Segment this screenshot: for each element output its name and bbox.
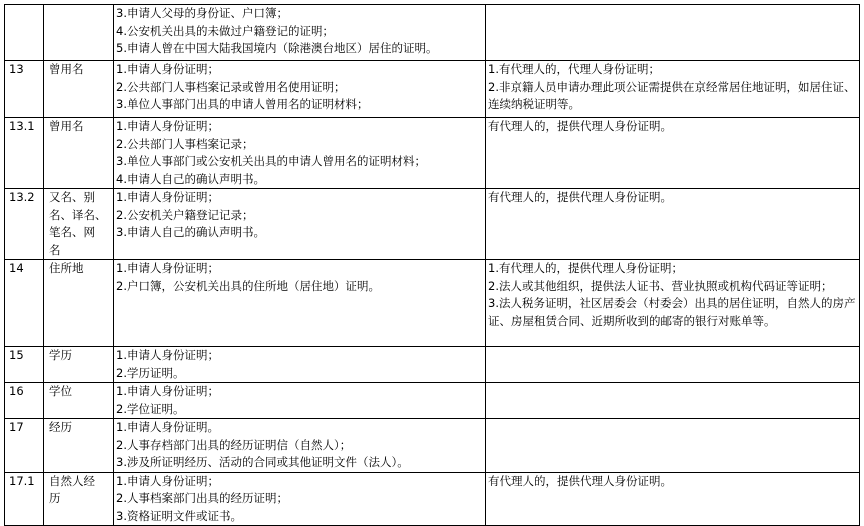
item-name-line: 住所地 bbox=[49, 261, 84, 275]
agent-requirements-cell bbox=[486, 5, 860, 61]
required-materials-line: 2.户口簿，公安机关出具的住所地（居住地）证明。 bbox=[116, 278, 380, 293]
required-materials-line: 1.申请人身份证明； bbox=[116, 190, 219, 204]
item-number-cell bbox=[5, 118, 44, 189]
required-materials-line: 1.申请人身份证明。 bbox=[116, 420, 219, 434]
item-name-line: 笔名、网 bbox=[49, 225, 95, 239]
item-name-cell bbox=[44, 383, 114, 419]
agent-requirements-line: 有代理人的，提供代理人身份证明。 bbox=[488, 473, 672, 488]
table-row bbox=[5, 472, 860, 526]
agent-requirements-line: 2.法人或其他组织，提供法人证书、营业执照或机构代码证等证明； bbox=[488, 278, 833, 293]
agent-requirements-cell bbox=[486, 118, 860, 189]
item-number-cell bbox=[5, 472, 44, 526]
item-name-line: 名、译名、 bbox=[49, 207, 107, 222]
item-name-cell bbox=[44, 189, 114, 260]
required-materials-line: 1.申请人身份证明； bbox=[116, 62, 219, 76]
item-number: 15 bbox=[9, 348, 24, 362]
item-name-line: 曾用名 bbox=[49, 62, 84, 76]
item-name-cell bbox=[44, 419, 114, 473]
item-number: 16 bbox=[9, 384, 24, 398]
item-name-line: 学历 bbox=[49, 348, 72, 362]
agent-requirements-cell bbox=[486, 189, 860, 260]
required-materials-cell bbox=[114, 5, 486, 61]
table-row bbox=[5, 61, 860, 118]
required-materials-cell bbox=[114, 347, 486, 383]
required-materials-line: 5.申请人曾在中国大陆我国境内（除港澳台地区）居住的证明。 bbox=[116, 41, 438, 55]
agent-requirements-line: 有代理人的，提供代理人身份证明。 bbox=[488, 119, 672, 133]
table-row bbox=[5, 383, 860, 419]
required-materials-cell bbox=[114, 472, 486, 526]
required-materials-cell bbox=[114, 419, 486, 473]
agent-requirements-line: 1.有代理人的，提供代理人身份证明； bbox=[488, 261, 683, 275]
item-number-cell bbox=[5, 419, 44, 473]
required-materials-line: 1.申请人身份证明； bbox=[116, 119, 219, 133]
required-materials-line: 2.公共部门人事档案记录或曾用名使用证明； bbox=[116, 79, 346, 94]
table-row bbox=[5, 5, 860, 61]
item-name-cell bbox=[44, 472, 114, 526]
required-materials-line: 3.单位人事部门出具的申请人曾用名的证明材料； bbox=[116, 97, 369, 111]
agent-requirements-cell bbox=[486, 419, 860, 473]
item-number: 17.1 bbox=[9, 473, 35, 488]
required-materials-line: 2.人事档案部门出具的经历证明； bbox=[116, 491, 288, 505]
required-materials-line: 3.资格证明文件或证书。 bbox=[116, 508, 242, 523]
agent-requirements-cell bbox=[486, 472, 860, 526]
required-materials-cell bbox=[114, 189, 486, 260]
table-row bbox=[5, 189, 860, 260]
item-name-line: 又名、别 bbox=[49, 190, 95, 204]
notarization-requirements-table bbox=[4, 4, 860, 526]
required-materials-line: 2.公共部门人事档案记录； bbox=[116, 136, 254, 151]
required-materials-cell bbox=[114, 61, 486, 118]
item-number-cell bbox=[5, 61, 44, 118]
item-name-line: 名 bbox=[49, 242, 61, 257]
item-name-cell bbox=[44, 118, 114, 189]
required-materials-line: 4.公安机关出具的未做过户籍登记的证明； bbox=[116, 23, 334, 38]
agent-requirements-cell bbox=[486, 383, 860, 419]
item-number: 13 bbox=[9, 62, 24, 76]
item-name-cell bbox=[44, 5, 114, 61]
item-number-cell bbox=[5, 5, 44, 61]
required-materials-line: 1.申请人身份证明； bbox=[116, 384, 219, 398]
required-materials-line: 2.公安机关户籍登记记录； bbox=[116, 207, 254, 222]
agent-requirements-line: 有代理人的，提供代理人身份证明。 bbox=[488, 190, 672, 204]
required-materials-cell bbox=[114, 260, 486, 347]
table-body bbox=[5, 5, 860, 526]
item-number-cell bbox=[5, 383, 44, 419]
item-number: 13.2 bbox=[9, 190, 35, 204]
required-materials-line: 1.申请人身份证明； bbox=[116, 261, 219, 275]
item-name-cell bbox=[44, 61, 114, 118]
item-number-cell bbox=[5, 260, 44, 347]
agent-requirements-cell bbox=[486, 260, 860, 347]
required-materials-line: 1.申请人身份证明； bbox=[116, 473, 219, 488]
required-materials-line: 3.申请人父母的身份证、户口簿； bbox=[116, 6, 288, 20]
item-name-line: 经历 bbox=[49, 420, 72, 434]
required-materials-line: 2.人事存档部门出具的经历证明信（自然人）； bbox=[116, 437, 352, 452]
required-materials-line: 1.申请人身份证明； bbox=[116, 348, 219, 362]
item-name-cell bbox=[44, 347, 114, 383]
item-number: 17 bbox=[9, 420, 24, 434]
required-materials-line: 2.学位证明。 bbox=[116, 401, 185, 416]
required-materials-line: 3.单位人事部门或公安机关出具的申请人曾用名的证明材料； bbox=[116, 154, 426, 168]
item-name-line: 学位 bbox=[49, 384, 72, 398]
table-row bbox=[5, 347, 860, 383]
table-row bbox=[5, 260, 860, 347]
item-number-cell bbox=[5, 189, 44, 260]
agent-requirements-cell bbox=[486, 347, 860, 383]
agent-requirements-cell bbox=[486, 61, 860, 118]
required-materials-line: 2.学历证明。 bbox=[116, 365, 185, 380]
required-materials-line: 3.涉及所证明经历、活动的合同或其他证明文件（法人）。 bbox=[116, 455, 409, 469]
item-number-cell bbox=[5, 347, 44, 383]
agent-requirements-line: 2.非京籍人员申请办理此项公证需提供在京经常居住地证明，如居住证、连续纳税证明等。 bbox=[488, 79, 856, 111]
agent-requirements-line: 1.有代理人的，代理人身份证明； bbox=[488, 62, 660, 76]
table-row bbox=[5, 118, 860, 189]
item-name-cell bbox=[44, 260, 114, 347]
required-materials-cell bbox=[114, 383, 486, 419]
item-name-line: 曾用名 bbox=[49, 119, 84, 133]
item-number: 14 bbox=[9, 261, 24, 275]
item-number: 13.1 bbox=[9, 119, 35, 133]
item-name-line: 自然人经 bbox=[49, 473, 95, 488]
item-name-line: 历 bbox=[49, 491, 61, 505]
table-row bbox=[5, 419, 860, 473]
required-materials-cell bbox=[114, 118, 486, 189]
agent-requirements-line: 3.法人税务证明，社区居委会（村委会）出具的居住证明，自然人的房产证、房屋租赁合同、近期所收到的邮寄的银行对账单等。 bbox=[488, 296, 856, 328]
required-materials-line: 4.申请人自己的确认声明书。 bbox=[116, 171, 265, 186]
required-materials-line: 3.申请人自己的确认声明书。 bbox=[116, 225, 265, 239]
